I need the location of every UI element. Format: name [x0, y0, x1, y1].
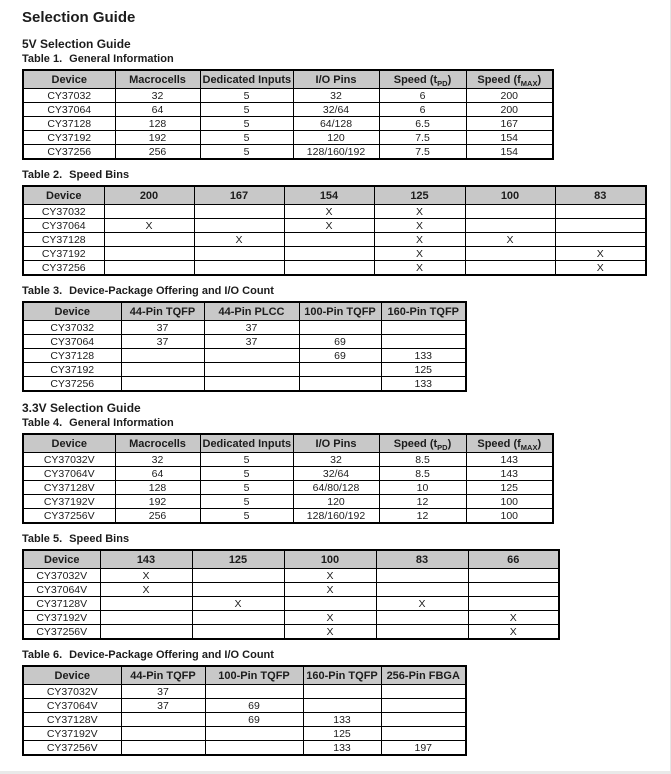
table-header-row: [23, 666, 466, 685]
column-header: 143: [100, 550, 192, 569]
column-header: 100: [465, 186, 555, 205]
device-cell: CY37032: [23, 89, 115, 103]
device-cell: CY37128: [23, 117, 115, 131]
column-header: Macrocells: [115, 434, 200, 453]
table-cell: 8.5: [379, 467, 466, 481]
table-cell: [381, 713, 466, 727]
table-cell: [303, 685, 381, 699]
table-cell: X: [468, 611, 559, 625]
section-heading-5v: 5V Selection Guide: [22, 37, 131, 51]
column-header: 167: [194, 186, 284, 205]
table-cell: 64: [115, 467, 200, 481]
table-cell: [121, 363, 204, 377]
table-cell: 5: [200, 89, 293, 103]
table-cell: 154: [466, 145, 553, 160]
column-header: 44-Pin PLCC: [204, 302, 299, 321]
device-cell: CY37192: [23, 131, 115, 145]
column-header: Device: [23, 186, 104, 205]
table-1-caption: [22, 54, 652, 65]
device-cell: CY37256V: [23, 741, 121, 756]
table-cell: [555, 219, 646, 233]
table-cell: X: [374, 233, 465, 247]
column-header: Macrocells: [115, 70, 200, 89]
table-cell: 5: [200, 103, 293, 117]
table-cell: 69: [205, 713, 303, 727]
table-cell: [555, 233, 646, 247]
column-header: 83: [555, 186, 646, 205]
table-cell: [100, 611, 192, 625]
table-cell: [468, 569, 559, 583]
table-caption-title: Device-Package Offering and I/O Count: [69, 285, 274, 297]
table-cell: X: [284, 569, 376, 583]
table-cell: X: [374, 205, 465, 219]
table-cell: 5: [200, 481, 293, 495]
table-row: [23, 219, 646, 233]
device-cell: CY37032V: [23, 569, 100, 583]
table-row: [23, 509, 553, 524]
table-cell: 37: [204, 335, 299, 349]
table-cell: 64/80/128: [293, 481, 379, 495]
table-cell: [376, 569, 468, 583]
table-cell: [104, 261, 194, 276]
table-general-information-3v3: [22, 433, 554, 524]
table-header-row: [23, 302, 466, 321]
table-row: [23, 453, 553, 467]
column-header: 125: [192, 550, 284, 569]
column-header: 66: [468, 550, 559, 569]
table-cell: X: [284, 611, 376, 625]
column-header: I/O Pins: [293, 434, 379, 453]
table-4-caption: [22, 418, 652, 429]
table-cell: [194, 205, 284, 219]
table-cell: X: [374, 219, 465, 233]
table-row: [23, 335, 466, 349]
table-cell: [303, 699, 381, 713]
device-cell: CY37032V: [23, 453, 115, 467]
table-cell: 64: [115, 103, 200, 117]
table-cell: 32: [293, 89, 379, 103]
table-2-caption: [22, 170, 652, 181]
column-header: 256-Pin FBGA: [381, 666, 466, 685]
table-cell: 192: [115, 495, 200, 509]
device-cell: CY37192: [23, 363, 121, 377]
table-cell: [204, 363, 299, 377]
table-cell: [465, 205, 555, 219]
table-row: [23, 727, 466, 741]
table-cell: [465, 219, 555, 233]
table-caption-label: Table 1.: [22, 53, 63, 65]
table-cell: 37: [204, 321, 299, 335]
table-row: [23, 741, 466, 756]
column-header: I/O Pins: [293, 70, 379, 89]
table-row: [23, 205, 646, 219]
device-cell: CY37128: [23, 349, 121, 363]
table-cell: 143: [466, 467, 553, 481]
table-cell: [204, 377, 299, 392]
table-cell: [381, 699, 466, 713]
column-header: Speed $(f_{MAX})$: [466, 434, 553, 453]
table-cell: [284, 597, 376, 611]
table-row: [23, 321, 466, 335]
device-cell: CY37128V: [23, 481, 115, 495]
column-header: 44-Pin TQFP: [121, 302, 204, 321]
device-cell: CY37256: [23, 261, 104, 276]
device-cell: CY37192V: [23, 495, 115, 509]
table-row: [23, 699, 466, 713]
table-cell: [104, 205, 194, 219]
table-cell: 133: [381, 349, 466, 363]
table-6-caption: [22, 650, 652, 661]
table-cell: 8.5: [379, 453, 466, 467]
table-caption-label: Table 3.: [22, 285, 63, 297]
device-cell: CY37128V: [23, 597, 100, 611]
table-cell: [192, 625, 284, 640]
table-cell: 6: [379, 89, 466, 103]
table-header-row: [23, 550, 559, 569]
table-caption-title: General Information: [69, 417, 174, 429]
table-cell: [121, 377, 204, 392]
table-cell: 5: [200, 145, 293, 160]
table-cell: [468, 583, 559, 597]
column-header: 200: [104, 186, 194, 205]
table-cell: [121, 727, 205, 741]
column-header: 83: [376, 550, 468, 569]
table-cell: X: [284, 219, 374, 233]
table-cell: 128: [115, 481, 200, 495]
table-cell: 32/64: [293, 103, 379, 117]
table-cell: [555, 205, 646, 219]
table-cell: 7.5: [379, 145, 466, 160]
table-row: [23, 495, 553, 509]
column-header: Device: [23, 70, 115, 89]
table-cell: [194, 261, 284, 276]
table-cell: 200: [466, 103, 553, 117]
table-header-row: [23, 186, 646, 205]
table-caption-label: Table 6.: [22, 649, 63, 661]
table-cell: [192, 611, 284, 625]
table-cell: [205, 727, 303, 741]
table-cell: X: [104, 219, 194, 233]
table-cell: X: [468, 625, 559, 640]
table-cell: 5: [200, 453, 293, 467]
table-cell: 154: [466, 131, 553, 145]
table-cell: 69: [205, 699, 303, 713]
device-cell: CY37256: [23, 377, 121, 392]
table-cell: [376, 625, 468, 640]
device-cell: CY37256V: [23, 625, 100, 640]
column-header: 125: [374, 186, 465, 205]
table-cell: 125: [381, 363, 466, 377]
table-cell: [121, 713, 205, 727]
device-cell: CY37032: [23, 321, 121, 335]
table-cell: [299, 321, 381, 335]
table-cell: 120: [293, 495, 379, 509]
table-cell: X: [376, 597, 468, 611]
table-cell: [121, 349, 204, 363]
table-cell: X: [100, 569, 192, 583]
table-cell: 120: [293, 131, 379, 145]
device-cell: CY37064V: [23, 583, 100, 597]
table-row: [23, 349, 466, 363]
table-cell: 5: [200, 495, 293, 509]
device-cell: CY37032: [23, 205, 104, 219]
table-row: [23, 131, 553, 145]
table-cell: 192: [115, 131, 200, 145]
table-general-information-5v: [22, 69, 554, 160]
column-header: 100-Pin TQFP: [299, 302, 381, 321]
table-cell: [205, 685, 303, 699]
table-cell: [381, 321, 466, 335]
table-cell: [205, 741, 303, 756]
table-cell: 128: [115, 117, 200, 131]
table-row: [23, 569, 559, 583]
table-cell: 37: [121, 321, 204, 335]
device-cell: CY37192V: [23, 727, 121, 741]
table-row: [23, 713, 466, 727]
table-cell: 5: [200, 509, 293, 524]
table-cell: [381, 727, 466, 741]
table-cell: 167: [466, 117, 553, 131]
table-cell: [376, 611, 468, 625]
device-cell: CY37064: [23, 219, 104, 233]
table-row: [23, 261, 646, 276]
table-cell: [104, 233, 194, 247]
table-cell: [192, 569, 284, 583]
table-cell: 5: [200, 117, 293, 131]
device-cell: CY37192: [23, 247, 104, 261]
table-cell: 100: [466, 495, 553, 509]
table-row: [23, 145, 553, 160]
table-cell: [204, 349, 299, 363]
column-header: Speed $(t_{PD})$: [379, 70, 466, 89]
table-cell: 32: [293, 453, 379, 467]
table-row: [23, 481, 553, 495]
table-cell: 128/160/192: [293, 145, 379, 160]
table-row: [23, 583, 559, 597]
table-cell: 125: [466, 481, 553, 495]
table-cell: [100, 597, 192, 611]
table-cell: 32/64: [293, 467, 379, 481]
table-caption-title: Speed Bins: [69, 533, 130, 545]
table-cell: [100, 625, 192, 640]
table-package-offering-3v3: [22, 665, 467, 756]
table-cell: [381, 335, 466, 349]
table-cell: 5: [200, 131, 293, 145]
device-cell: CY37064: [23, 335, 121, 349]
table-cell: 12: [379, 495, 466, 509]
table-row: [23, 117, 553, 131]
table-row: [23, 685, 466, 699]
section-heading-3v3: 3.3V Selection Guide: [22, 401, 141, 415]
table-cell: X: [374, 261, 465, 276]
table-row: [23, 611, 559, 625]
table-caption-title: Device-Package Offering and I/O Count: [69, 649, 274, 661]
table-cell: [104, 247, 194, 261]
table-cell: X: [555, 261, 646, 276]
table-cell: X: [555, 247, 646, 261]
table-header-row: [23, 434, 553, 453]
column-header: Device: [23, 550, 100, 569]
column-header: 100-Pin TQFP: [205, 666, 303, 685]
table-package-offering-5v: [22, 301, 467, 392]
device-cell: CY37192V: [23, 611, 100, 625]
table-cell: X: [465, 233, 555, 247]
table-header-row: [23, 70, 553, 89]
table-cell: X: [284, 625, 376, 640]
column-header: Speed $(f_{MAX})$: [466, 70, 553, 89]
device-cell: CY37064V: [23, 699, 121, 713]
column-header: Device: [23, 666, 121, 685]
column-header: Dedicated Inputs: [200, 70, 293, 89]
column-header: 160-Pin TQFP: [381, 302, 466, 321]
table-caption-label: Table 4.: [22, 417, 63, 429]
table-cell: [192, 583, 284, 597]
table-cell: 37: [121, 685, 205, 699]
table-speed-bins-3v3: [22, 549, 560, 640]
column-header: Dedicated Inputs: [200, 434, 293, 453]
table-cell: X: [284, 205, 374, 219]
table-cell: X: [374, 247, 465, 261]
table-cell: 7.5: [379, 131, 466, 145]
table-cell: X: [284, 583, 376, 597]
table-speed-bins-5v: [22, 185, 647, 276]
table-caption-title: General Information: [69, 53, 174, 65]
table-cell: [381, 685, 466, 699]
column-header: Speed $(t_{PD})$: [379, 434, 466, 453]
table-row: [23, 625, 559, 640]
device-cell: CY37032V: [23, 685, 121, 699]
table-caption-label: Table 2.: [22, 169, 63, 181]
column-header: 154: [284, 186, 374, 205]
page-title: Selection Guide: [22, 9, 136, 26]
table-cell: 69: [299, 335, 381, 349]
table-cell: [465, 247, 555, 261]
device-cell: CY37064: [23, 103, 115, 117]
table-cell: 5: [200, 467, 293, 481]
table-cell: 200: [466, 89, 553, 103]
column-header: 100: [284, 550, 376, 569]
table-row: [23, 247, 646, 261]
table-cell: [284, 247, 374, 261]
table-cell: 133: [303, 713, 381, 727]
table-cell: [465, 261, 555, 276]
table-row: [23, 597, 559, 611]
column-header: 160-Pin TQFP: [303, 666, 381, 685]
table-cell: 133: [381, 377, 466, 392]
table-cell: [121, 741, 205, 756]
device-cell: CY37256: [23, 145, 115, 160]
table-cell: 32: [115, 89, 200, 103]
column-header: 44-Pin TQFP: [121, 666, 205, 685]
table-row: [23, 377, 466, 392]
table-row: [23, 89, 553, 103]
table-cell: 6: [379, 103, 466, 117]
table-cell: 69: [299, 349, 381, 363]
device-cell: CY37128V: [23, 713, 121, 727]
table-cell: X: [192, 597, 284, 611]
table-cell: 100: [466, 509, 553, 524]
table-cell: 256: [115, 145, 200, 160]
table-cell: 256: [115, 509, 200, 524]
table-cell: [299, 363, 381, 377]
table-cell: 128/160/192: [293, 509, 379, 524]
table-caption-label: Table 5.: [22, 533, 63, 545]
table-row: [23, 103, 553, 117]
table-row: [23, 233, 646, 247]
column-header: Device: [23, 434, 115, 453]
table-cell: 37: [121, 699, 205, 713]
column-header: Device: [23, 302, 121, 321]
table-row: [23, 363, 466, 377]
table-cell: [299, 377, 381, 392]
table-cell: 37: [121, 335, 204, 349]
table-cell: 32: [115, 453, 200, 467]
table-cell: 197: [381, 741, 466, 756]
table-cell: [468, 597, 559, 611]
table-cell: [284, 233, 374, 247]
table-cell: 143: [466, 453, 553, 467]
table-cell: [284, 261, 374, 276]
table-cell: [194, 247, 284, 261]
device-cell: CY37064V: [23, 467, 115, 481]
table-cell: 125: [303, 727, 381, 741]
table-cell: X: [194, 233, 284, 247]
device-cell: CY37256V: [23, 509, 115, 524]
table-cell: 12: [379, 509, 466, 524]
table-cell: [194, 219, 284, 233]
table-row: [23, 467, 553, 481]
table-cell: 10: [379, 481, 466, 495]
device-cell: CY37128: [23, 233, 104, 247]
table-caption-title: Speed Bins: [69, 169, 130, 181]
table-5-caption: [22, 534, 652, 545]
table-cell: 133: [303, 741, 381, 756]
table-3-caption: [22, 286, 652, 297]
table-cell: [376, 583, 468, 597]
table-cell: X: [100, 583, 192, 597]
table-cell: 6.5: [379, 117, 466, 131]
table-cell: 64/128: [293, 117, 379, 131]
